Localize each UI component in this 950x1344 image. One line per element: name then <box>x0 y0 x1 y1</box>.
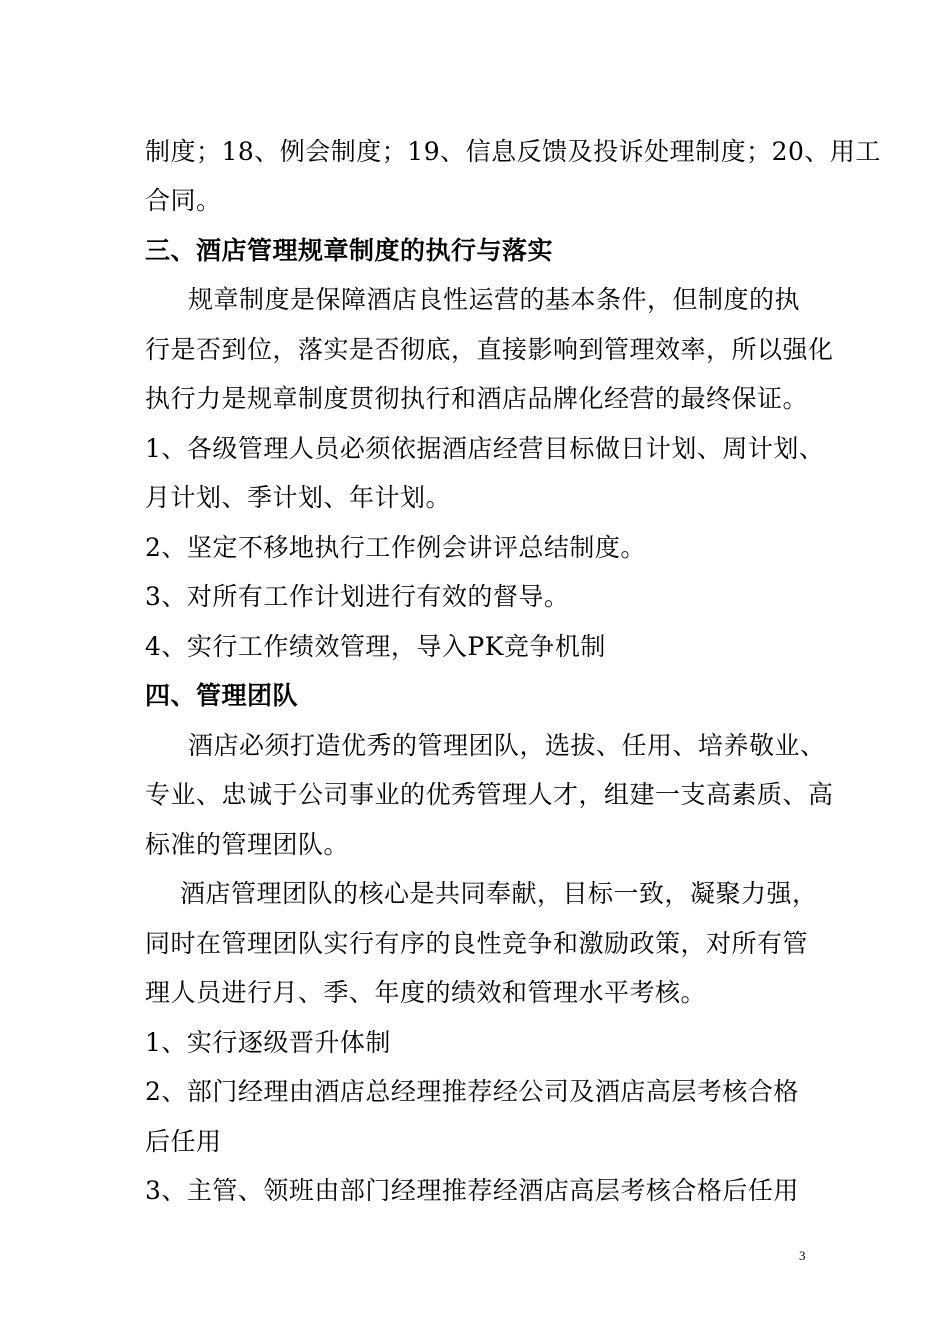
list-item-3: 3、对所有工作计划进行有效的督导。 <box>145 582 570 611</box>
body-text-line: 行是否到位，落实是否彻底，直接影响到管理效率，所以强化 <box>145 335 834 364</box>
list-item-1: 1、实行逐级晋升体制 <box>145 1028 391 1057</box>
body-text-line: 理人员进行月、季、年度的绩效和管理水平考核。 <box>145 978 707 1007</box>
body-text-line: 后任用 <box>145 1127 222 1156</box>
body-text-line: 合同。 <box>145 186 222 215</box>
list-item-1: 1、各级管理人员必须依据酒店经营目标做日计划、周计划、 <box>145 434 825 463</box>
body-text-line: 标准的管理团队。 <box>145 830 350 859</box>
section-heading-4: 四、管理团队 <box>145 681 299 710</box>
list-item-4: 4、实行工作绩效管理，导入PK竞争机制 <box>145 632 606 661</box>
paragraph-first-line: 酒店必须打造优秀的管理团队，选拔、任用、培养敬业、 <box>188 731 826 760</box>
body-text-line: 制度；18、例会制度；19、信息反馈及投诉处理制度；20、用工 <box>145 137 881 166</box>
body-text-line: 月计划、季计划、年计划。 <box>145 483 452 512</box>
page-number: 3 <box>799 1248 806 1263</box>
body-text-line: 专业、忠诚于公司事业的优秀管理人才，组建一支高素质、高 <box>145 780 834 809</box>
paragraph-first-line: 酒店管理团队的核心是共同奉献，目标一致，凝聚力强， <box>180 879 818 908</box>
list-item-3: 3、主管、领班由部门经理推荐经酒店高层考核合格后任用 <box>145 1176 799 1205</box>
section-heading-3: 三、酒店管理规章制度的执行与落实 <box>145 236 554 265</box>
list-item-2: 2、部门经理由酒店总经理推荐经公司及酒店高层考核合格 <box>145 1077 799 1106</box>
list-item-2: 2、坚定不移地执行工作例会讲评总结制度。 <box>145 533 646 562</box>
paragraph-first-line: 规章制度是保障酒店良性运营的基本条件，但制度的执 <box>188 285 801 314</box>
body-text-line: 同时在管理团队实行有序的良性竞争和激励政策，对所有管 <box>145 929 809 958</box>
body-text-line: 执行力是规章制度贯彻执行和酒店品牌化经营的最终保证。 <box>145 384 809 413</box>
